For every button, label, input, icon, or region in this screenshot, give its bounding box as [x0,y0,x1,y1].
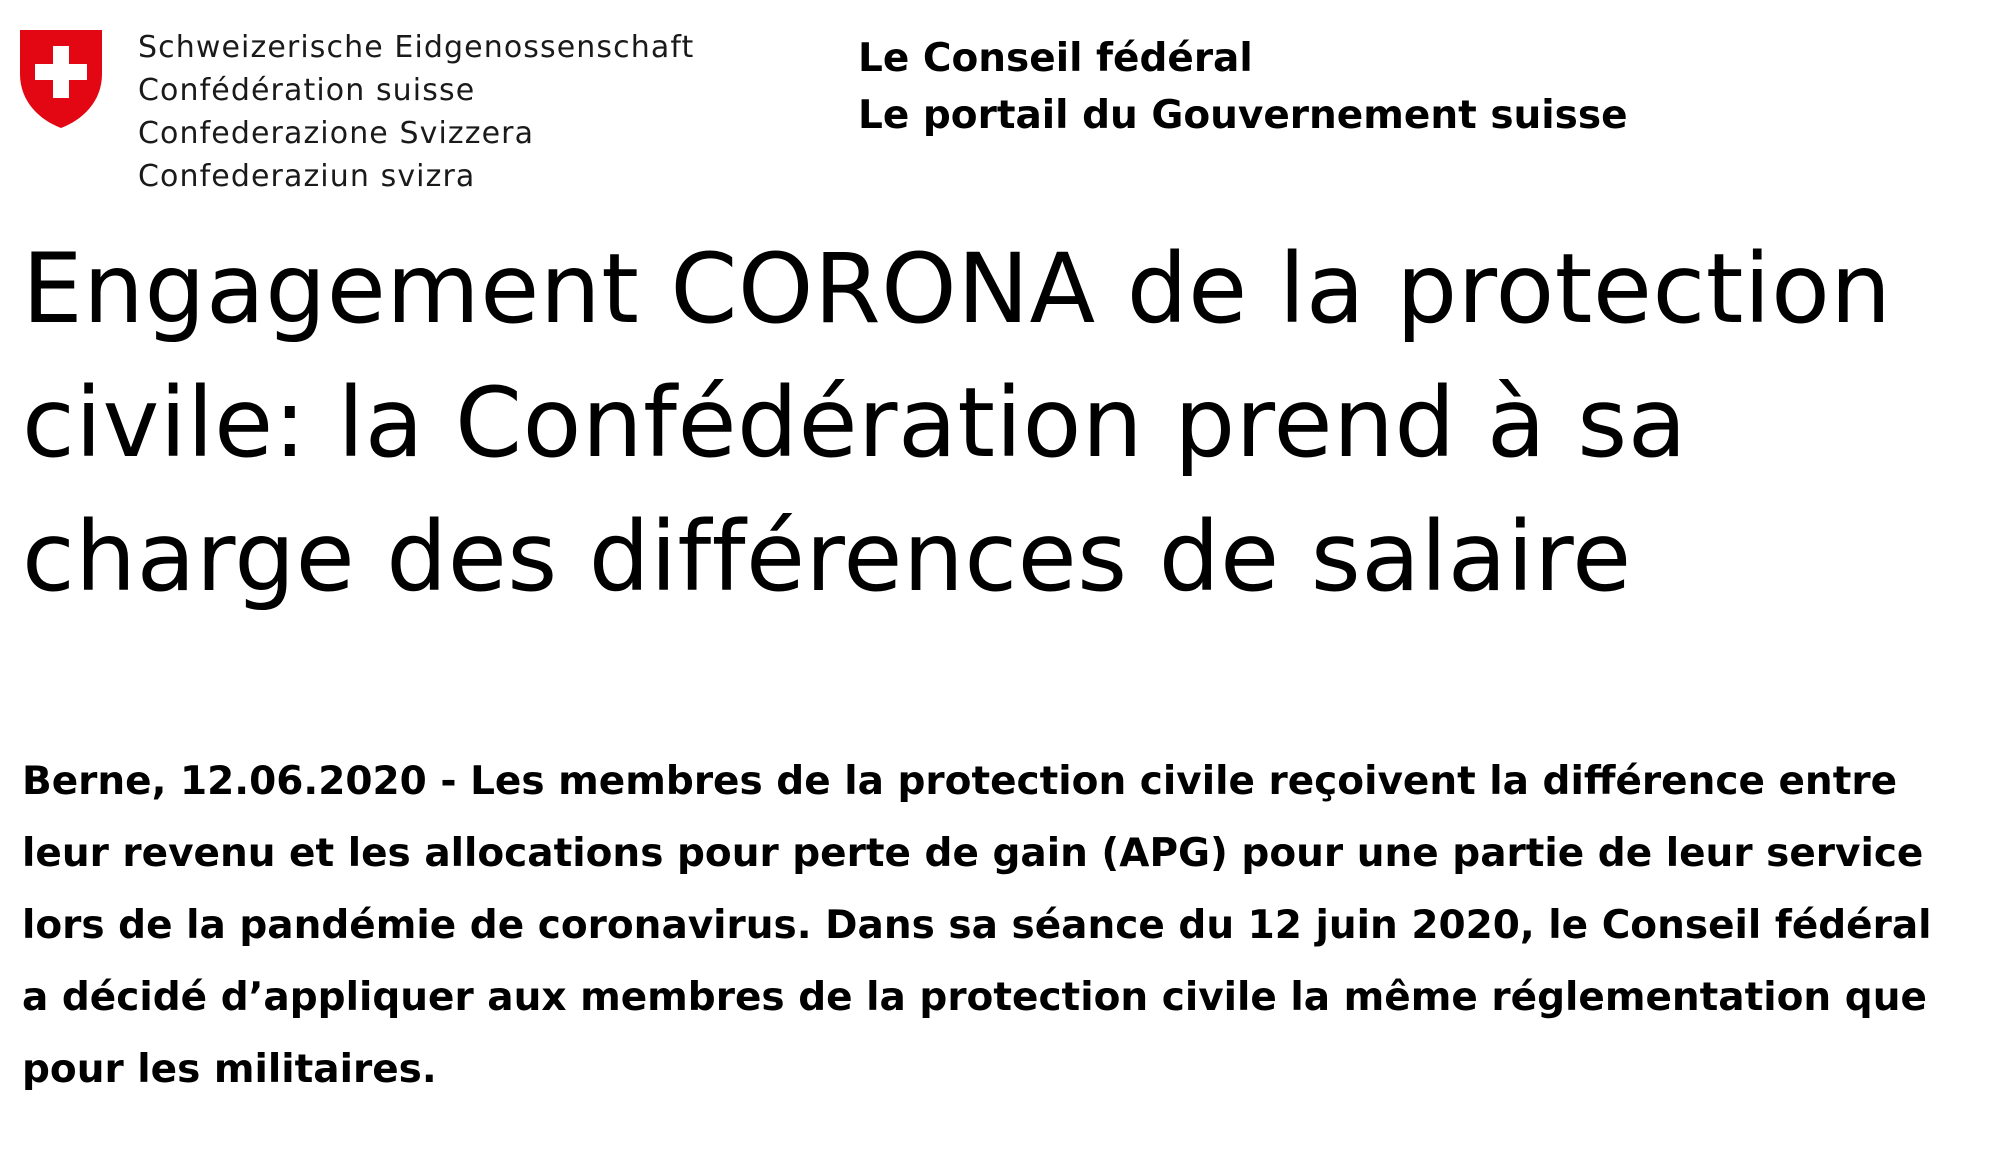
confederation-names [138,26,694,198]
title-line: charge des différences de salaire [22,501,1632,613]
page-header [0,0,2004,200]
confederation-name-rm: Confederaziun svizra [138,159,476,194]
portal-subtitle: Le portail du Gouvernement suisse [858,93,1628,138]
lead-line: pour les militaires. [22,1047,437,1092]
portal-branding[interactable] [858,30,1628,144]
swiss-coat-of-arms-icon [16,28,106,130]
lead-line: a décidé d’appliquer aux membres de la protection civile la même réglementation que [22,975,1927,1020]
confederation-name-it: Confederazione Svizzera [138,116,535,151]
title-line: civile: la Confédération prend à sa [22,367,1688,479]
page-title [22,222,1982,624]
lead-line: Berne, 12.06.2020 - Les membres de la protection civile reçoivent la différence entre [22,759,1898,804]
title-line: Engagement CORONA de la protection [22,233,1892,345]
lead-line: leur revenu et les allocations pour perte de gain (APG) pour une partie de leur service [22,831,1924,876]
federal-logo[interactable] [16,26,695,196]
confederation-name-fr: Confédération suisse [138,73,476,108]
portal-title: Le Conseil fédéral [858,36,1253,81]
lead-line: lors de la pandémie de coronavirus. Dans sa séance du 12 juin 2020, le Conseil fédéral [22,903,1932,948]
confederation-name-de: Schweizerische Eidgenossenschaft [138,30,695,65]
article-lead [22,746,2002,1106]
